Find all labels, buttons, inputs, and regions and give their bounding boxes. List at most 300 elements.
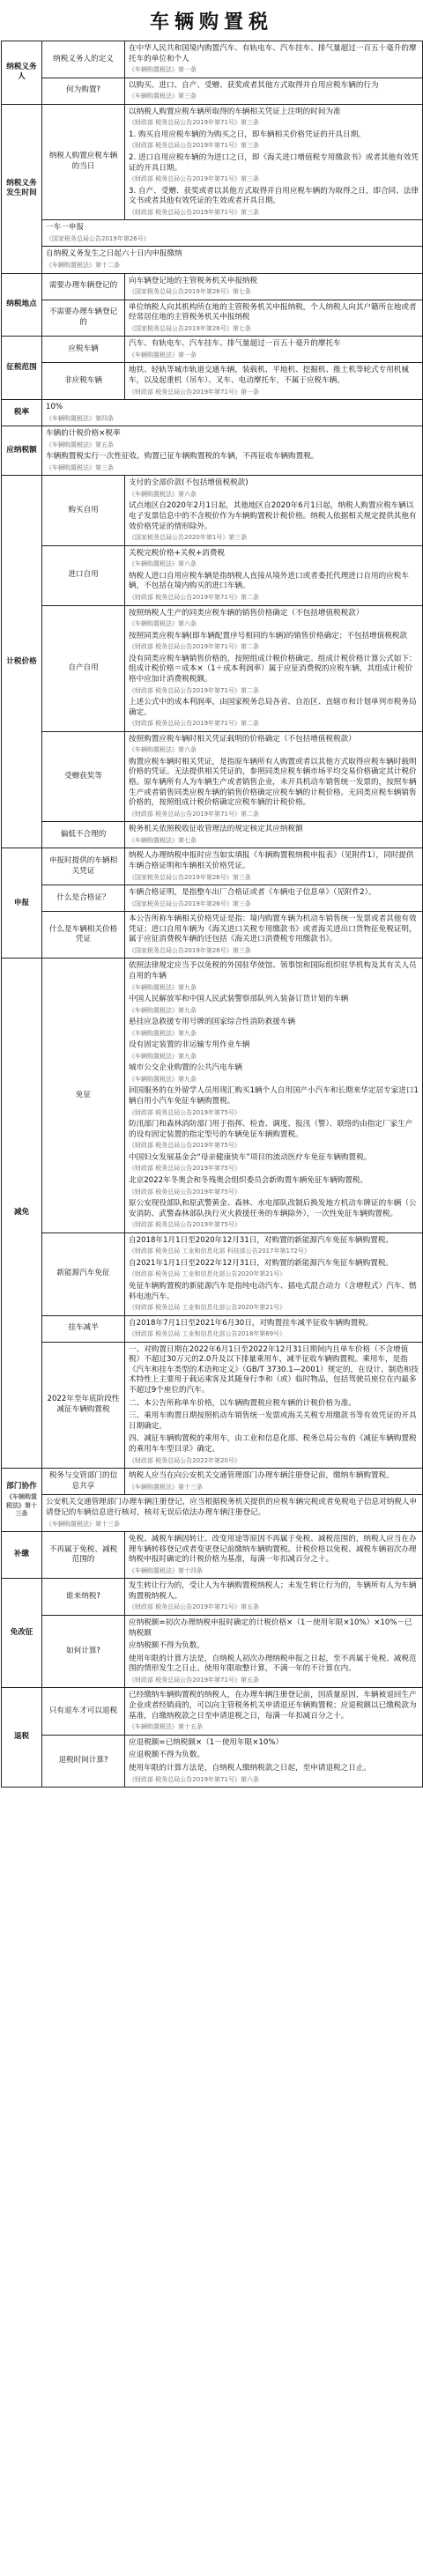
- source-reference: 《国家税务总局公告2019年第26号》第七条: [129, 324, 251, 332]
- item-content-cell: [125, 337, 423, 363]
- source-reference: 《财政部 税务总局公告2019年第75号》: [129, 1108, 241, 1116]
- source-reference: 《财政部 税务总局 工业和信息化部公告2018年第69号》: [129, 1330, 286, 1338]
- content-block: [129, 130, 419, 151]
- table-row: [2, 220, 423, 247]
- item-label: 应税车辆: [68, 344, 99, 354]
- section-label: 计税价格: [6, 656, 37, 666]
- content-block: [129, 277, 419, 297]
- content-text: 按照同类应税车辆(即车辆配置序号相同的车辆)的销售价格确定；不包括增值税税款: [129, 631, 408, 640]
- content-block: [129, 107, 419, 128]
- table-row: [2, 1469, 423, 1495]
- item-content-cell: [125, 1615, 423, 1687]
- content-text: 原公安现役部队和原武警黄金、森林、水电部队改制后换发地方机动车牌证的车辆（公安消防、武警森林部队执行灭火救援任务的车辆除外），一次性免征车辆购置税。: [129, 1199, 417, 1218]
- item-label: 进口自用: [68, 570, 99, 580]
- item-label: 谁来纳税?: [66, 1591, 100, 1601]
- content-block: [129, 44, 419, 75]
- content-text: 应纳税额不得为负数。: [129, 1641, 204, 1651]
- content-block: [129, 366, 419, 396]
- item-content-cell: [42, 1495, 423, 1532]
- source-reference: 《财政部 税务总局公告2019年第71号》第二条: [129, 594, 259, 602]
- section-header: [2, 959, 42, 1469]
- content-block: [129, 1411, 419, 1432]
- source-reference: 《财政部 税务总局公告2019年第71号》第一条: [129, 388, 259, 396]
- source-reference: 《财政部 税务总局公告2019年第71号》第二条: [129, 686, 259, 694]
- item-label: 申报时提供的车辆相关凭证: [48, 856, 118, 876]
- content-block: [129, 1176, 419, 1196]
- content-text: 中国人民解放军和中国人民武装警察部队列入装备订货计划的车辆: [129, 995, 349, 1004]
- content-text: 北京2022年冬奥会和冬残奥会组织委员会新购置车辆免征车辆购置税。: [129, 1175, 368, 1185]
- table-row: [2, 1232, 423, 1315]
- item-content-cell: [125, 822, 423, 848]
- table-row: [2, 476, 423, 545]
- item-label-cell: [42, 337, 125, 363]
- content-block: [129, 1063, 419, 1084]
- source-reference: 《财政部 税务总局公告2019年第71号》第六条: [129, 1775, 259, 1783]
- item-content-cell: [125, 1469, 423, 1495]
- item-label: 纳税义务人的定义: [53, 54, 114, 63]
- item-label-cell: [42, 912, 125, 959]
- table-row: [2, 300, 423, 337]
- content-block: [129, 698, 419, 729]
- content-block: [129, 655, 419, 695]
- section-label: 免改征: [10, 1628, 33, 1638]
- table-row: [2, 605, 423, 731]
- content-text: 纳税人进口自用应税车辆是指纳税人直接从境外进口或者委托代理进口自用的应税车辆，不包括在境内购买的进口车辆。: [129, 571, 409, 591]
- table-row: [2, 731, 423, 822]
- source-reference: 《财政部 税务总局公告2019年第71号》第三条: [129, 175, 259, 183]
- item-content-cell: [125, 605, 423, 731]
- source-reference: 《财政部 税务总局公告2019年第71号》第三条: [129, 142, 259, 150]
- source-reference: 《车辆购置税法》第六条: [129, 746, 197, 754]
- content-block: [129, 995, 419, 1015]
- item-content-cell: [125, 1688, 423, 1735]
- content-block: [129, 758, 419, 818]
- section-label: 纳税地点: [6, 300, 37, 309]
- source-reference: 《国家税务总局公告2019年第26号》第三条: [129, 899, 251, 907]
- content-text: 已经缴纳车辆购置税的纳税人，在办理车辆注册登记前，因质量原因，车辆被退回生产企业或者经销商的，可以向主管税务机关申请退还车辆购置税；应退税额以已缴税款为基准，自缴纳税款之日至申请退税之日，每满一年扣减百分之十。: [129, 1691, 417, 1721]
- table-row: [2, 545, 423, 605]
- source-reference: 《车辆购置税法》第五条: [46, 440, 114, 448]
- section-header: [2, 1579, 42, 1688]
- section-label: 申报: [13, 898, 30, 907]
- content-block: [129, 1018, 419, 1038]
- table-row: [2, 848, 423, 885]
- content-block: [129, 1399, 419, 1410]
- content-block: [129, 851, 419, 882]
- item-label-cell: [42, 545, 125, 605]
- table-row: [2, 1495, 423, 1532]
- table-row: [2, 363, 423, 400]
- item-label: 什么是车辆相关价格凭证: [48, 924, 118, 944]
- source-reference: 《车辆购置税法》第三条: [46, 463, 114, 471]
- section-label: 退税: [13, 1732, 30, 1742]
- table-row: [2, 1615, 423, 1687]
- section-header: [2, 476, 42, 848]
- content-text: 3. 自产、受赠、获奖或者以其他方式取得并自用应税车辆的为取得之日，即合同、法律文书或者其他有效凭证的生效或者开具日期。: [129, 186, 419, 206]
- content-text: 向车辆登记地的主管税务机关申报纳税: [129, 276, 258, 285]
- content-block: [129, 1259, 419, 1279]
- source-reference: 《财政部 税务总局 工业和信息化部公告2020年第21号》: [129, 1304, 286, 1312]
- content-text: 汽车、有轨电车、汽车挂车、排气量超过一百五十毫升的摩托车: [129, 339, 341, 349]
- content-text: 关税完税价格+关税+消费税: [129, 548, 225, 558]
- content-text: 购置应税车辆时相关凭证，是指原车辆所有人购置或者以其他方式取得应税车辆时载明价格的凭证。无法提供相关凭证的，参照同类应税车辆市场平均交易价格确定其计税价格。原车辆所有人为车辆生产或者销售企业，未开具机动车销售统一发票的，按照车辆生产或者销售同类应税车辆的销售价格确定应税车辆的计税价格。无同类应税车辆销售价格的，按照组成计税价格确定应税车辆的计税价格。: [129, 757, 417, 808]
- source-reference: 《车辆购置税法》第九条: [129, 1075, 197, 1083]
- table-row: [2, 1735, 423, 1787]
- source-reference: 《车辆购置税法》第四条: [46, 414, 114, 422]
- item-label: 挂车减半: [68, 1323, 99, 1333]
- item-content-cell: [125, 41, 423, 78]
- content-text: 二、本公告所称单车价格，以车辆购置税应税车辆的计税价格为准。: [129, 1398, 356, 1408]
- item-content-cell: [125, 1532, 423, 1579]
- item-content-cell: [125, 1232, 423, 1315]
- content-block: [129, 187, 419, 218]
- content-text: 悬挂应急救援专用号牌的国家综合性消防救援车辆: [129, 1018, 296, 1027]
- section-label: 征税范围: [6, 362, 37, 372]
- item-label: 一车一申报: [46, 223, 84, 233]
- content-text: 以购买、进口、自产、受赠、获奖或者其他方式取得并自用应税车辆的行为: [129, 80, 379, 90]
- source-reference: 《财政部 税务总局公告2019年第71号》第五条: [129, 1603, 259, 1611]
- table-row: [2, 1342, 423, 1468]
- content-text: 防汛部门和森林消防部门用于指挥、检查、调度、报汛（警）、联络的由指定厂家生产的设有固定装置的指定型号的车辆免征车辆购置税。: [129, 1120, 413, 1139]
- content-block: [129, 1319, 419, 1339]
- content-block: [129, 81, 419, 101]
- content-block: [129, 1345, 419, 1396]
- content-block: [46, 429, 419, 449]
- content-text: 自2018年7月1日至2021年6月30日，对购置挂车减半征收车辆购置税。: [129, 1318, 374, 1328]
- content-text: 应退税额不得为负数。: [129, 1751, 204, 1760]
- section-label: 纳税义务发生时间: [6, 178, 37, 198]
- table-row: [2, 1315, 423, 1342]
- section-label: 应纳税额: [6, 445, 37, 455]
- item-label-cell: [42, 300, 125, 337]
- section-label: 补缴: [13, 1550, 30, 1559]
- table-row: [2, 104, 423, 220]
- item-label-cell: [42, 273, 125, 300]
- item-content-cell: [125, 545, 423, 605]
- source-reference: 《车辆购置税法》第一条: [129, 66, 197, 74]
- table-row: [2, 912, 423, 959]
- item-label-cell: [42, 731, 125, 822]
- item-content-cell: [125, 1735, 423, 1787]
- content-text: 上述公式中的成本利润率，由国家税务总局各省、自治区、直辖市和计划单列市税务局确定。: [129, 698, 417, 717]
- item-content-cell: [125, 476, 423, 545]
- item-label: 不再属于免税、减税范围的: [48, 1544, 118, 1565]
- source-reference: 《财政部 税务总局公告2019年第71号》第三条: [129, 119, 259, 127]
- content-text: 没有同类应税车辆销售价格的，按照组成计税价格确定。组成计税价格计算公式如下：组成计税价格＝成本×（1＋成本利润率）属于应征消费税的应税车辆，其组成计税价格中应加计消费税税额。: [129, 654, 417, 684]
- item-label-cell: [42, 104, 125, 220]
- content-block: [129, 1153, 419, 1173]
- content-text: 中国妇女发展基金会“母亲健康快车”项目的流动医疗车免征车辆购置税。: [129, 1152, 372, 1162]
- source-reference: 《车辆购置税法》第十三条: [46, 1520, 120, 1528]
- content-block: [129, 914, 419, 955]
- item-label: 自纳税义务发生之日起六十日内申报缴纳: [46, 249, 182, 259]
- content-text: 单位纳税人向其机构所在地的主管税务机关申报纳税，个人纳税人向其户籍所在地或者经常居住地的主管税务机关申报纳税: [129, 302, 417, 322]
- item-label-cell: [42, 1232, 125, 1315]
- content-text: 免征车辆购置税的新能源汽车是指纯电动汽车、插电式混合动力（含增程式）汽车、燃料电池汽车。: [129, 1281, 417, 1301]
- section-header: [2, 337, 42, 400]
- content-block: [129, 153, 419, 184]
- content-block: [129, 1764, 419, 1784]
- content-text: 使用年限的计算方法是，自纳税人初次办理纳税申报之日起，至不再属于免税、减税范围的情形发生之日止。使用年限取整计算，不满一年的不计算在内。: [129, 1654, 417, 1674]
- content-block: [129, 1641, 419, 1652]
- content-block: [129, 609, 419, 629]
- item-label: 免征: [75, 1090, 92, 1099]
- content-block: [129, 888, 419, 908]
- item-label-cell: [42, 885, 125, 912]
- content-text: 以纳税人购置应税车辆所取得的车辆相关凭证上注明的时间为准: [129, 107, 341, 116]
- item-label: 受赠获奖等: [64, 771, 102, 781]
- item-label-cell: [42, 1688, 125, 1735]
- section-header: [2, 426, 42, 476]
- item-label: 只有退车才可以退税: [48, 1706, 118, 1715]
- content-text: 试点地区自2020年2月1日起，其他地区自2020年6月1日起，纳税人购置应税车辆以电子发票信息中的不含税价作为车辆购置税计税价格。纳税人依据相关规定提供其他有效价格凭证的情形除外。: [129, 501, 417, 531]
- content-block: [129, 1040, 419, 1061]
- table-row: [2, 1532, 423, 1579]
- content-text: 三、乘用车购置日期按照机动车销售统一发票或海关关税专用缴款书等有效凭证的开具日期确定。: [129, 1411, 417, 1431]
- content-block: [129, 1535, 419, 1575]
- item-label-cell: [42, 41, 125, 78]
- content-block: [129, 1738, 419, 1749]
- source-reference: 《财政部 税务总局公告2019年第75号》: [129, 1165, 241, 1173]
- content-block: [129, 1282, 419, 1313]
- content-block: [129, 572, 419, 603]
- content-text: 应退税额=已纳税额×（1－使用年限×10%）: [129, 1737, 284, 1747]
- source-reference: 《车辆购置税法》第六条: [129, 490, 197, 498]
- item-content-cell: [125, 912, 423, 959]
- table-row: [2, 426, 423, 476]
- content-block: [129, 1086, 419, 1117]
- section-header: [2, 1532, 42, 1579]
- content-text: 公安机关交通管理部门办理车辆注册登记，应当根据税务机关提供的应税车辆完税或者免税电子信息对纳税人申请登记的车辆信息进行核对，核对无误后依法办理车辆注册登记。: [46, 1498, 418, 1517]
- content-text: 自2021年1月1日至2022年12月31日，对购置的新能源汽车免征车辆购置税。: [129, 1258, 394, 1268]
- content-text: 使用年限的计算方法是，自纳税人缴纳税款之日起，至申请退税之日止。: [129, 1763, 372, 1773]
- table-row: [2, 247, 423, 273]
- source-reference: 《财政部 税务总局 工业和信息化部公告2020年第21号》: [129, 1270, 286, 1278]
- table-body: [2, 41, 423, 1788]
- content-block: [129, 825, 419, 845]
- item-label-cell: [42, 476, 125, 545]
- item-content-cell: [125, 300, 423, 337]
- source-reference: 《国家税务总局公告2019年第26号》第三条: [129, 873, 251, 881]
- item-label-cell: [42, 1315, 125, 1342]
- source-reference: 《财政部 税务总局公告2019年第71号》第二条: [129, 720, 259, 728]
- section-label: 纳税义务人: [6, 62, 37, 82]
- section-header: [2, 848, 42, 959]
- content-text: 四、减征车辆购置税的乘用车，由工业和信息化部、税务总局公布的《减征车辆购置税的乘用车车型目录》确定。: [129, 1434, 417, 1455]
- item-content-cell: [125, 959, 423, 1232]
- content-block: [46, 452, 419, 472]
- item-label-cell: [42, 78, 125, 104]
- content-text: 2. 进口自用应税车辆的为进口之日，即《海关进口增值税专用缴款书》或者其他有效凭证的开具日期。: [129, 152, 419, 173]
- item-label-cell: [42, 605, 125, 731]
- content-block: [129, 501, 419, 542]
- content-block: [129, 1581, 419, 1612]
- source-reference: 《财政部 税务总局公告2019年第71号》第二条: [129, 643, 259, 651]
- source-reference: 《车辆购置税法》第六条: [129, 620, 197, 628]
- section-header: [2, 1469, 42, 1532]
- content-text: 在中华人民共和国境内购置汽车、有轨电车、汽车挂车、排气量超过一百五十毫升的摩托车的单位和个人: [129, 44, 417, 63]
- source-reference: 《财政部 税务总局公告2019年第75号》: [129, 1142, 241, 1150]
- content-text: 纳税人办理纳税申报时应当如实填报《车辆购置税纳税申报表》（见附件1），同时提供车辆合格证明和车辆相关价格凭证。: [129, 851, 414, 870]
- section-header: [2, 104, 42, 273]
- item-content-cell: [125, 104, 423, 220]
- content-block: [129, 339, 419, 359]
- content-text: 纳税人应当在向公安机关交通管理部门办理车辆注册登记前，缴纳车辆购置税。: [129, 1471, 394, 1481]
- item-label-cell: [42, 959, 125, 1232]
- table-row: [2, 78, 423, 104]
- content-block: [46, 403, 419, 423]
- content-block: [129, 549, 419, 569]
- item-content-cell: [125, 1579, 423, 1616]
- content-text: 按照购置应税车辆时相关凭证载明的价格确定（不包括增值税税款）: [129, 734, 356, 744]
- source-reference: 《国家税务总局公告2019年第26号》第三条: [129, 946, 251, 954]
- table-row: [2, 959, 423, 1232]
- item-content-cell: [125, 1342, 423, 1468]
- item-content-cell: [125, 731, 423, 822]
- content-text: 税务机关依照税收征收管理法的规定核定其应纳税额: [129, 825, 303, 834]
- table-row: [2, 1688, 423, 1735]
- content-text: 1. 购买自用应税车辆的为购买之日，即车辆相关价格凭证的开具日期。: [129, 130, 366, 139]
- item-label: 退税时间计算?: [58, 1756, 108, 1765]
- item-label: 什么是合格证？: [56, 892, 110, 902]
- item-content-cell: [42, 426, 423, 476]
- tax-rules-table: [1, 41, 423, 1788]
- section-header: [2, 1688, 42, 1788]
- source-reference: 《车辆购置税法》第一条: [129, 351, 197, 359]
- item-content-cell: [125, 78, 423, 104]
- content-text: 依照法律规定应当予以免税的外国驻华使馆、领事馆和国际组织驻华机构及其有关人员自用的车辆: [129, 961, 417, 981]
- content-block: [129, 1434, 419, 1465]
- content-block: [46, 1498, 419, 1529]
- source-reference: 《国家税务总局公告2019年第26号》第七条: [129, 288, 251, 296]
- item-label-cell: [42, 1469, 125, 1495]
- content-text: 本公告所称车辆相关价格凭证是指：境内购置车辆为机动车销售统一发票或者其他有效凭证；进口自用车辆为《海关进口关税专用缴款书》或者海关进出口货物征免税证明，属于应征消费税车辆的还包括《海关进口消费税专用缴款书》。: [129, 914, 417, 944]
- content-text: 车辆购置税实行一次性征收。购置已征车辆购置税的车辆，不再征收车辆购置税。: [46, 452, 319, 462]
- content-block: [129, 1654, 419, 1685]
- table-row: [2, 885, 423, 912]
- content-block: [129, 1236, 419, 1256]
- source-reference: 《车辆购置税法》第十三条: [129, 1483, 204, 1491]
- content-block: [129, 303, 419, 334]
- source-reference: 《财政部 税务总局公告2019年第71号》第三条: [129, 208, 259, 216]
- section-label: 减免: [13, 1208, 30, 1218]
- section-header: [2, 273, 42, 337]
- item-label-cell: [42, 1532, 125, 1579]
- item-label: 偏低不合理的: [60, 830, 107, 839]
- section-header: [2, 41, 42, 105]
- content-text: 支付的全部价款(不包括增值税税款): [129, 478, 249, 488]
- source-reference: 《财政部 税务总局公告2019年第71号》第二条: [129, 810, 259, 818]
- content-block: [129, 1120, 419, 1151]
- content-text: 自2018年1月1日至2020年12月31日，对购置的新能源汽车免征车辆购置税。: [129, 1235, 394, 1245]
- source-reference: 《车辆购置税法》第九条: [129, 1052, 197, 1060]
- source-reference: 《国家税务总局公告2020年第1号》第三条: [129, 534, 248, 542]
- content-text: 应纳税额=初次办理纳税申报时确定的计税价格×（1－使用年限×10%）×10%－已纳税额: [129, 1617, 412, 1638]
- content-text: 免税、减税车辆因转让、改变用途等原因不再属于免税、减税范围的，纳税人应当在办理车辆转移登记或者变更登记前缴纳车辆购置税。计税价格以免税、减税车辆初次办理纳税申报时确定的计税价格为基准，每满一年扣减百分之十。: [129, 1535, 417, 1565]
- section-reference: 《车辆购置税法》第十三条: [6, 1493, 37, 1518]
- item-label: 购买自用: [68, 505, 99, 514]
- section-label: 税率: [13, 407, 30, 417]
- content-block: [129, 1751, 419, 1761]
- item-label: 自产自用: [68, 663, 99, 672]
- content-block: [129, 961, 419, 992]
- content-text: 发生转让行为的，受让人为车辆购置税纳税人；未发生转让行为的，车辆所有人为车辆购置税纳税人。: [129, 1581, 417, 1601]
- section-header: [2, 400, 42, 426]
- item-label: 2022年至年底阶段性减征车辆购置税: [47, 1395, 120, 1414]
- content-text: 回国服务的在外留学人员用现汇购买1辆个人自用国产小汽车和长期来华定居专家进口1辆自用小汽车免征车辆购置税。: [129, 1086, 419, 1107]
- item-label-cell: [42, 1579, 125, 1616]
- page-title: 车辆购置税: [149, 11, 273, 33]
- source-reference: 《车辆购置税法》第七条: [129, 836, 197, 844]
- item-label: 如何计算?: [66, 1646, 100, 1655]
- content-text: 车辆合格证明，是指整车出厂合格证或者《车辆电子信息单》（见附件2）。: [129, 888, 376, 898]
- table-row: [2, 1579, 423, 1616]
- item-label: 不需要办理车辆登记的: [48, 307, 118, 327]
- item-label-reference: 《国家税务总局公告2019年第26号》: [46, 234, 150, 242]
- item-content-cell: [125, 273, 423, 300]
- source-reference: 《车辆购置税法》第十四条: [129, 1566, 204, 1574]
- content-text: 设有固定装置的非运输专用作业车辆: [129, 1040, 250, 1050]
- item-label: 何为购置?: [66, 85, 100, 95]
- content-block: [129, 478, 419, 499]
- item-label-cell: [42, 363, 125, 400]
- item-content-cell: [125, 885, 423, 912]
- source-reference: 《车辆购置税法》第九条: [129, 1029, 197, 1037]
- item-full-cell: [42, 247, 423, 273]
- table-row: [2, 337, 423, 363]
- source-reference: 《车辆购置税法》第六条: [129, 560, 197, 568]
- content-block: [129, 1199, 419, 1230]
- item-label: 纳税人购置应税车辆的当日: [48, 152, 118, 172]
- content-block: [129, 1618, 419, 1639]
- source-reference: 《财政部 税务总局公告2022年第20号》: [129, 1456, 241, 1464]
- content-text: 按照纳税人生产的同类应税车辆的销售价格确定（不包括增值税税款）: [129, 608, 364, 618]
- content-text: 10%: [46, 403, 63, 412]
- table-row: [2, 41, 423, 78]
- item-content-cell: [42, 400, 423, 426]
- item-label-cell: [42, 1342, 125, 1468]
- item-label-reference: 《车辆购置税法》第十二条: [46, 262, 120, 270]
- content-block: [129, 632, 419, 652]
- content-block: [129, 1471, 419, 1492]
- source-reference: 《车辆购置税法》第九条: [129, 1006, 197, 1014]
- item-label-cell: [42, 848, 125, 885]
- item-full-cell: [42, 220, 423, 247]
- content-block: [129, 1691, 419, 1731]
- item-label: 税务与交管部门的信息共享: [48, 1471, 118, 1491]
- item-label: 非应税车辆: [64, 375, 102, 385]
- content-block: [129, 735, 419, 755]
- content-text: 一、对购置日期在2022年6月1日至2022年12月31日期间内且单车价格（不含增值税）不超过30万元的2.0升及以下排量乘用车，减半征收车辆购置税。乘用车，是指《汽车和挂车类型的术语和定义》（GB/T 3730.1—2001）规定的，在设计、制造和技术特性上主要用于载运乘客及其随身行李和（或）临时物品，包括驾驶员座位在内最多不超过9个座位的汽车。: [129, 1344, 419, 1395]
- item-label: 需要办理车辆登记的: [48, 281, 118, 291]
- item-content-cell: [125, 1315, 423, 1342]
- item-label: 新能源汽车免征: [56, 1269, 110, 1278]
- item-content-cell: [125, 363, 423, 400]
- source-reference: 《财政部 税务总局 工业和信息化部 科技部公告2017年第172号》: [129, 1247, 310, 1255]
- item-content-cell: [125, 848, 423, 885]
- table-row: [2, 273, 423, 300]
- section-label: 部门协作: [6, 1481, 37, 1491]
- item-label-cell: [42, 822, 125, 848]
- source-reference: 《车辆购置税法》第三条: [129, 93, 197, 100]
- source-reference: 《财政部 税务总局公告2019年第71号》第五条: [129, 1676, 259, 1684]
- table-row: [2, 822, 423, 848]
- source-reference: 《财政部 税务总局公告2019年第75号》: [129, 1221, 241, 1229]
- item-label-cell: [42, 1615, 125, 1687]
- source-reference: 《车辆购置税法》第十五条: [129, 1723, 204, 1731]
- content-text: 地铁、轻轨等城市轨道交通车辆，装载机、平地机、挖掘机、推土机等轮式专用机械车，以及起重机（吊车）、叉车、电动摩托车，不属于应税车辆。: [129, 366, 409, 385]
- source-reference: 《财政部 税务总局公告2019年第75号》: [129, 1188, 241, 1195]
